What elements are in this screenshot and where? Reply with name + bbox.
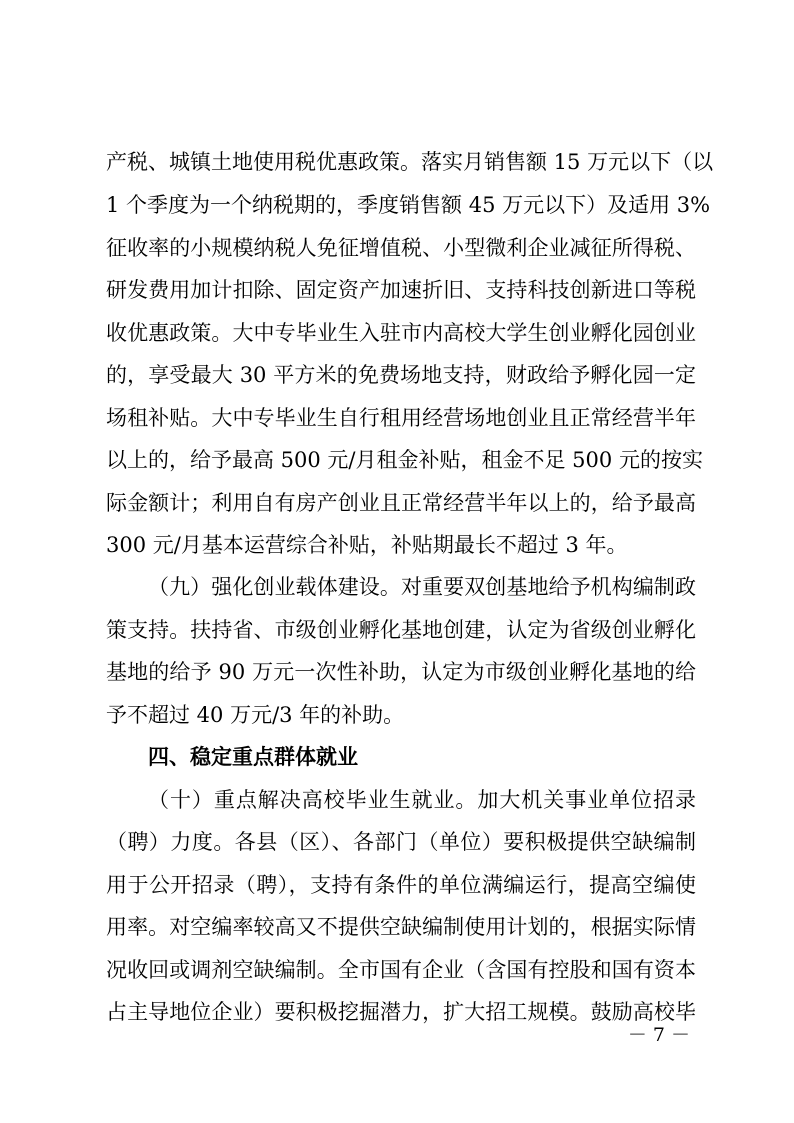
page-number: － 7 － [627,1024,690,1046]
body-text-line: （聘）力度。各县（区）、各部门（单位）要积极提供空缺编制 [106,830,696,854]
section-paragraph-start: （九）强化创业载体建设。对重要双创基地给予机构编制政 [148,575,696,599]
body-text-line: 1 个季度为一个纳税期的，季度销售额 45 万元以下）及适用 3% [106,193,711,217]
body-text-line: 用于公开招录（聘），支持有条件的单位满编运行，提高空编使 [106,873,696,897]
body-text-line: 300 元/月基本运营综合补贴，补贴期最长不超过 3 年。 [106,533,628,557]
section-paragraph-start: （十）重点解决高校毕业生就业。加大机关事业单位招录 [148,788,696,812]
body-text-line: 产税、城镇土地使用税优惠政策。落实月销售额 15 万元以下（以 [106,150,714,174]
body-text-line: 况收回或调剂空缺编制。全市国有企业（含国有控股和国有资本 [106,958,696,982]
body-text-line: 予不超过 40 万元/3 年的补助。 [106,703,405,727]
body-text-line: 的，享受最大 30 平方米的免费场地支持，财政给予孵化园一定 [106,363,696,387]
body-text-line: 以上的，给予最高 500 元/月租金补贴，租金不足 500 元的按实 [106,448,703,472]
body-text-line: 场租补贴。大中专毕业生自行租用经营场地创业且正常经营半年 [106,406,696,430]
section-heading: 四、稳定重点群体就业 [148,745,358,769]
body-text-line: 收优惠政策。大中专毕业生入驻市内高校大学生创业孵化园创业 [106,321,696,345]
body-text-line: 用率。对空编率较高又不提供空缺编制使用计划的，根据实际情 [106,915,696,939]
body-text-line: 基地的给予 90 万元一次性补助，认定为市级创业孵化基地的给 [106,660,696,684]
body-text-line: 占主导地位企业）要积极挖掘潜力，扩大招工规模。鼓励高校毕 [106,1000,696,1024]
body-text-line: 际金额计；利用自有房产创业且正常经营半年以上的，给予最高 [106,491,696,515]
body-text-line: 征收率的小规模纳税人免征增值税、小型微利企业减征所得税、 [106,236,696,260]
body-text-line: 研发费用加计扣除、固定资产加速折旧、支持科技创新进口等税 [106,278,696,302]
body-text-line: 策支持。扶持省、市级创业孵化基地创建，认定为省级创业孵化 [106,618,696,642]
